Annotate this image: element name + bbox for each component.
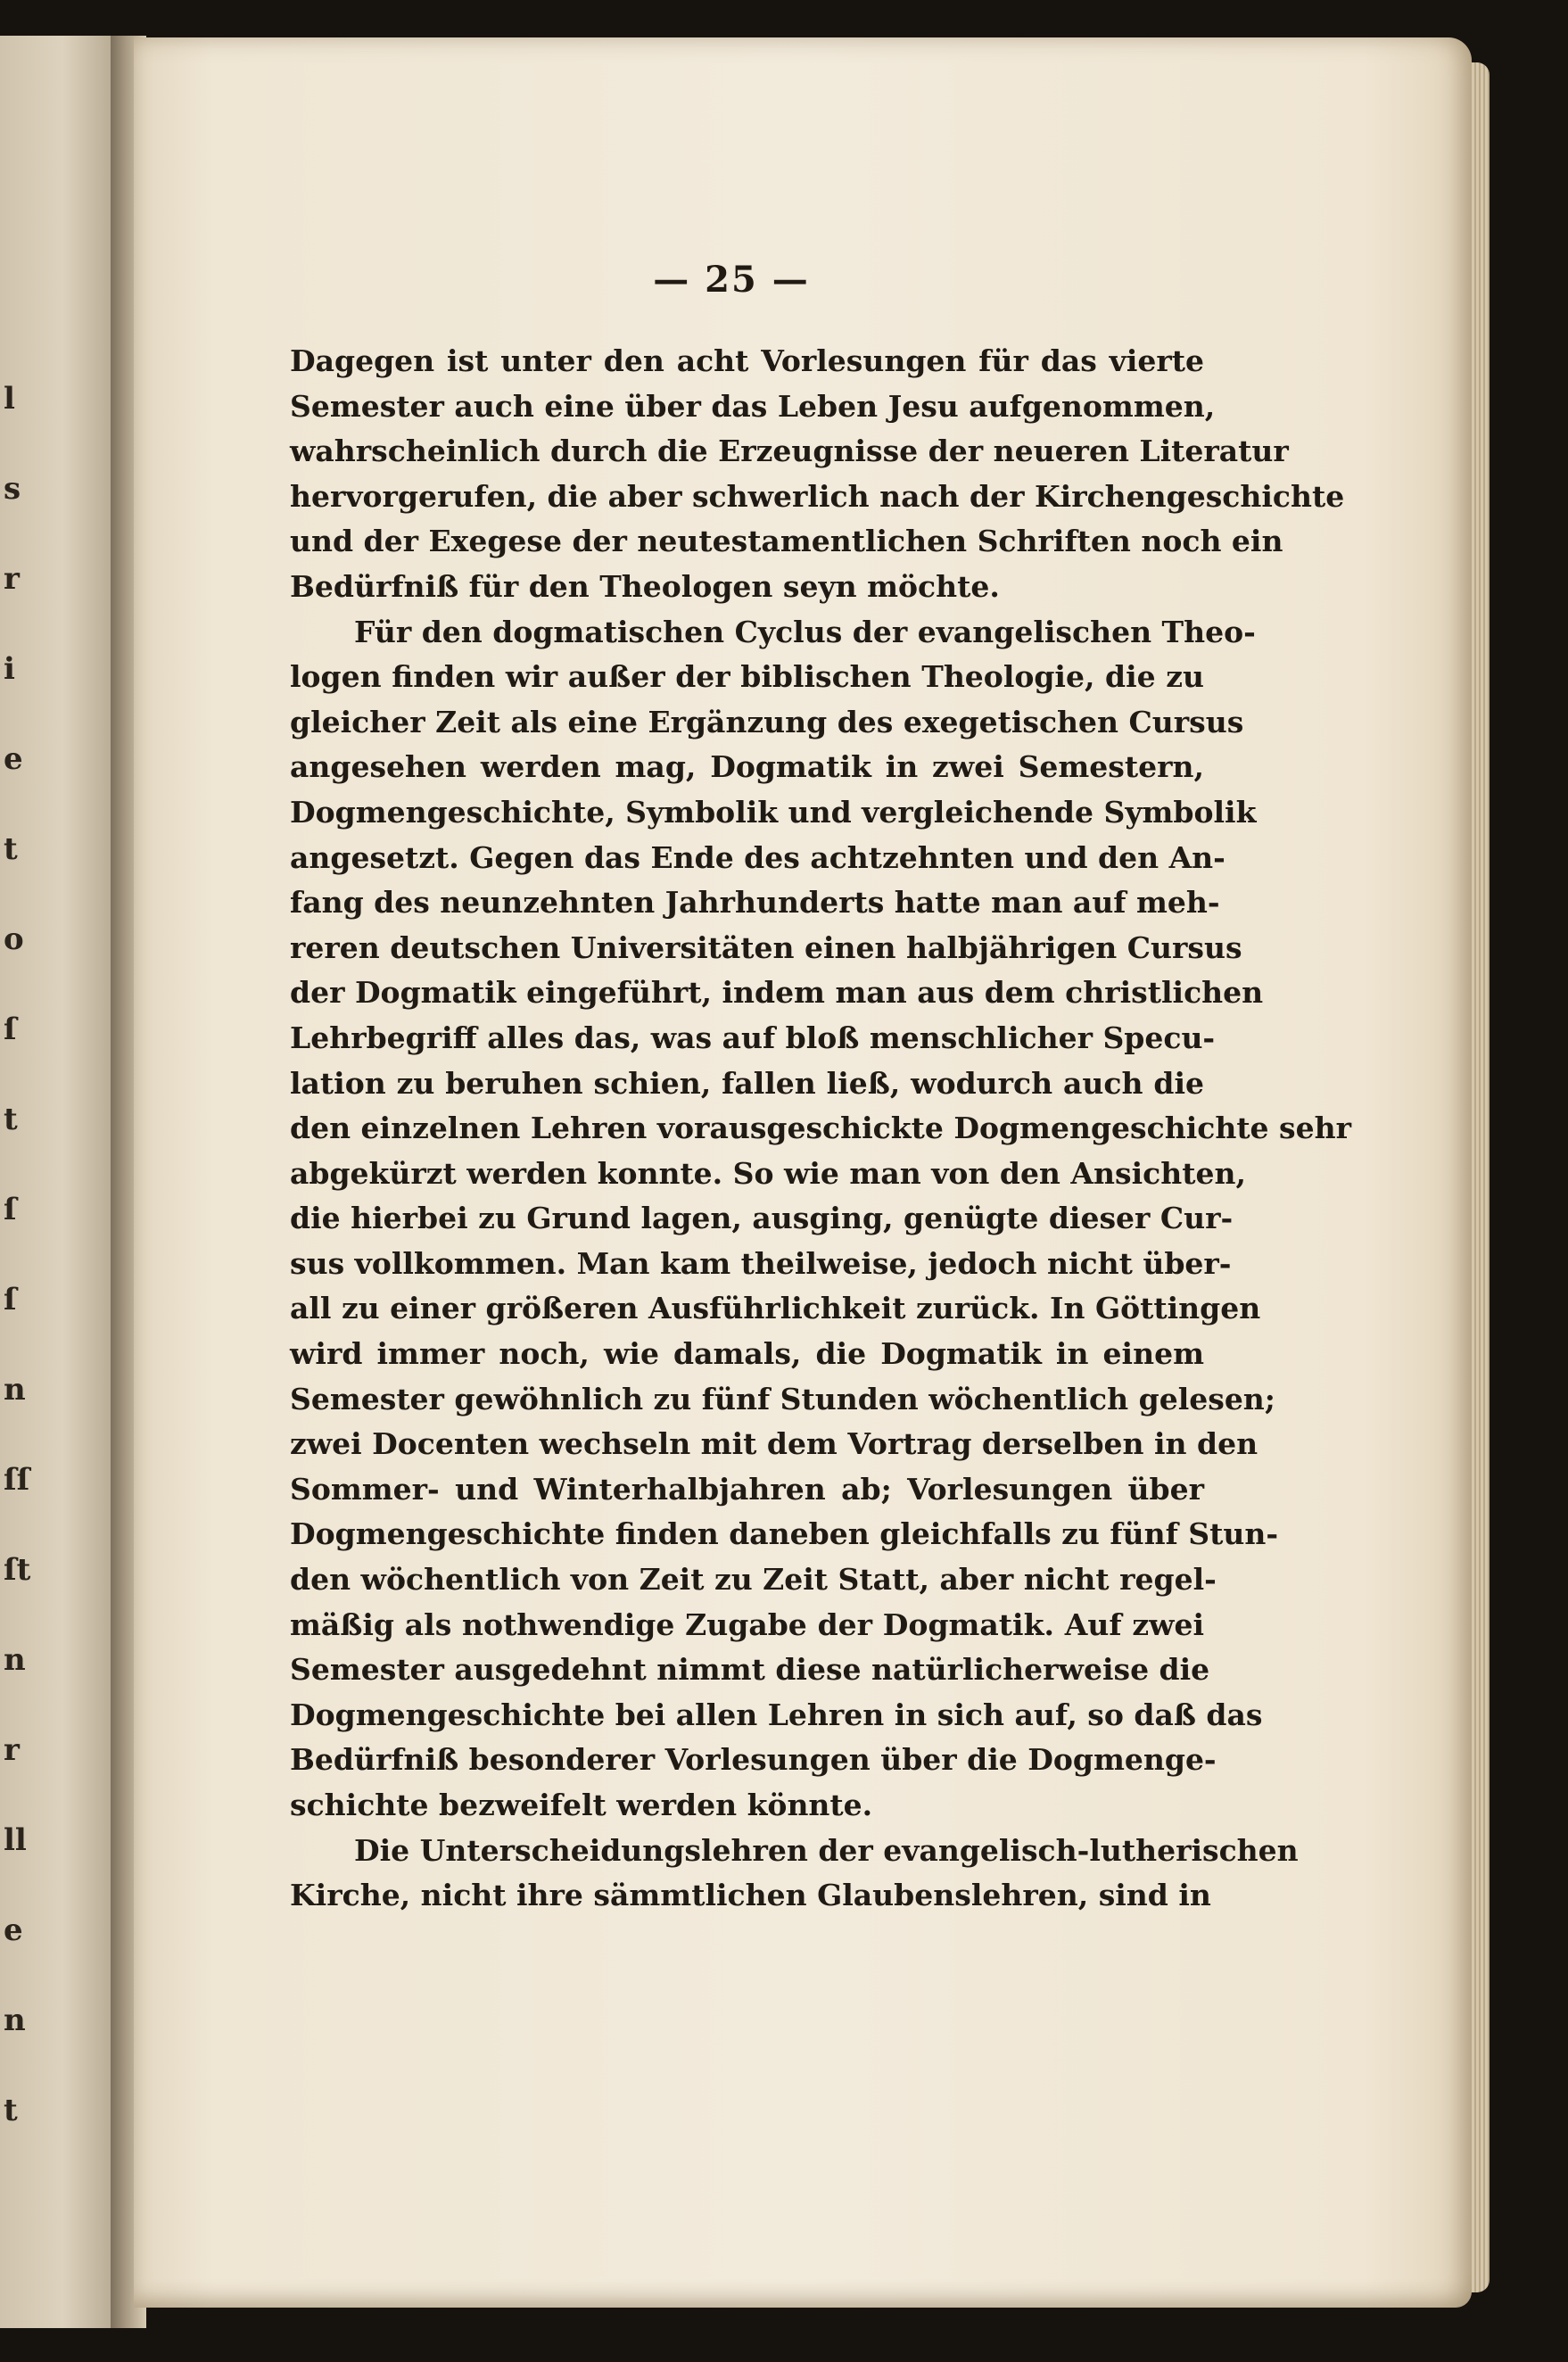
text-line: reren deutschen Universitäten einen halbjährigen Cursus: [290, 929, 1242, 965]
left-page-text-fragment: n: [4, 1642, 26, 1678]
text-line: zwei Docenten wechseln mit dem Vortrag derselben in den: [290, 1426, 1259, 1462]
text-line: Sommer- und Winterhalbjahren ab; Vorlesungen über: [290, 1471, 1204, 1507]
text-line: Dogmengeschichte, Symbolik und vergleichende Symbolik: [290, 794, 1257, 830]
left-page-text-fragment: e: [4, 1912, 23, 1948]
text-line: Dogmengeschichte bei allen Lehren in sich auf, so daß das: [290, 1697, 1263, 1732]
left-page-text-fragment: t: [4, 2093, 18, 2128]
text-line: Bedürfniß für den Theologen seyn möchte.: [290, 568, 1000, 604]
page-body-text: [290, 339, 1351, 1919]
text-line: schichte bezweifelt werden könnte.: [290, 1788, 873, 1822]
text-line: Lehrbegriff alles das, was auf bloß menschlicher Specu-: [290, 1020, 1216, 1055]
left-page-text-fragment: ſt: [4, 1552, 31, 1588]
page-number: — 25 —: [653, 259, 810, 301]
text-line: hervorgerufen, die aber schwerlich nach der Kirchengeschichte: [290, 478, 1345, 514]
left-page-text-fragment: l: [4, 381, 15, 417]
left-page-text-fragment: ſ: [4, 1282, 17, 1317]
text-line: Semester auch eine über das Leben Jesu aufgenommen,: [290, 388, 1216, 424]
text-line: und der Exegese der neutestamentlichen Schriften noch ein: [290, 524, 1283, 559]
text-line: Semester ausgedehnt nimmt diese natürlicherweise die: [290, 1652, 1210, 1688]
text-line: gleicher Zeit als eine Ergänzung des exegetischen Cursus: [290, 704, 1244, 739]
left-page-text-fragment: n: [4, 1372, 26, 1408]
text-line: der Dogmatik eingeführt, indem man aus dem christlichen: [290, 975, 1264, 1011]
text-line: den einzelnen Lehren vorausgeschickte Dogmengeschichte sehr: [290, 1111, 1351, 1146]
left-page-text-fragment: s: [4, 471, 21, 507]
text-line: Semester gewöhnlich zu fünf Stunden wöchentlich gelesen;: [290, 1381, 1275, 1416]
text-line: fang des neunzehnten Jahrhunderts hatte man auf meh-: [290, 885, 1220, 921]
text-line: Dogmengeschichte finden daneben gleichfalls zu fünf Stun-: [290, 1516, 1279, 1552]
left-page-text-fragment: t: [4, 1102, 18, 1137]
text-line: Für den dogmatischen Cyclus der evangelischen Theo-: [354, 614, 1256, 649]
text-line: die hierbei zu Grund lagen, ausging, genügte dieser Cur-: [290, 1201, 1234, 1236]
left-page-text-fragment: ſ: [4, 1192, 17, 1227]
text-line: abgekürzt werden konnte. So wie man von den Ansichten,: [290, 1155, 1246, 1191]
left-page-text-fragment: n: [4, 2003, 26, 2038]
text-line: Die Unterscheidungslehren der evangelisch-lutherischen: [354, 1832, 1299, 1868]
text-line: logen finden wir außer der biblischen Theologie, die zu: [290, 659, 1204, 695]
text-line: wahrscheinlich durch die Erzeugnisse der neueren Literatur: [290, 434, 1289, 469]
left-page-text-fragment: e: [4, 741, 23, 777]
left-page-text-fragment: i: [4, 651, 15, 687]
text-line: mäßig als nothwendige Zugabe der Dogmatik. Auf zwei: [290, 1606, 1204, 1642]
text-line: angesehen werden mag, Dogmatik in zwei Semestern,: [290, 749, 1204, 785]
left-page-text-fragment: r: [4, 561, 20, 597]
left-page-text-fragment: o: [4, 921, 24, 957]
left-page-text-fragment: ſſ: [4, 1462, 30, 1498]
text-line: all zu einer größeren Ausführlichkeit zurück. In Göttingen: [290, 1291, 1261, 1326]
left-page-text-fragment: ſ: [4, 1012, 17, 1047]
text-line: angesetzt. Gegen das Ende des achtzehnten und den An-: [290, 839, 1226, 875]
previous-page-edge: [0, 36, 114, 2328]
text-line: lation zu beruhen schien, fallen ließ, wodurch auch die: [290, 1065, 1204, 1101]
text-line: Bedürfniß besonderer Vorlesungen über die Dogmenge-: [290, 1742, 1217, 1778]
left-page-text-fragment: t: [4, 831, 18, 867]
text-line: den wöchentlich von Zeit zu Zeit Statt, aber nicht regel-: [290, 1562, 1217, 1598]
text-line: Kirche, nicht ihre sämmtlichen Glaubenslehren, sind in: [290, 1878, 1211, 1913]
text-line: wird immer noch, wie damals, die Dogmatik in einem: [290, 1336, 1204, 1372]
left-page-text-fragment: ll: [4, 1822, 27, 1858]
text-line: Dagegen ist unter den acht Vorlesungen für das vierte: [290, 343, 1204, 378]
left-page-text-fragment: r: [4, 1732, 20, 1768]
text-line: sus vollkommen. Man kam theilweise, jedoch nicht über-: [290, 1245, 1232, 1281]
